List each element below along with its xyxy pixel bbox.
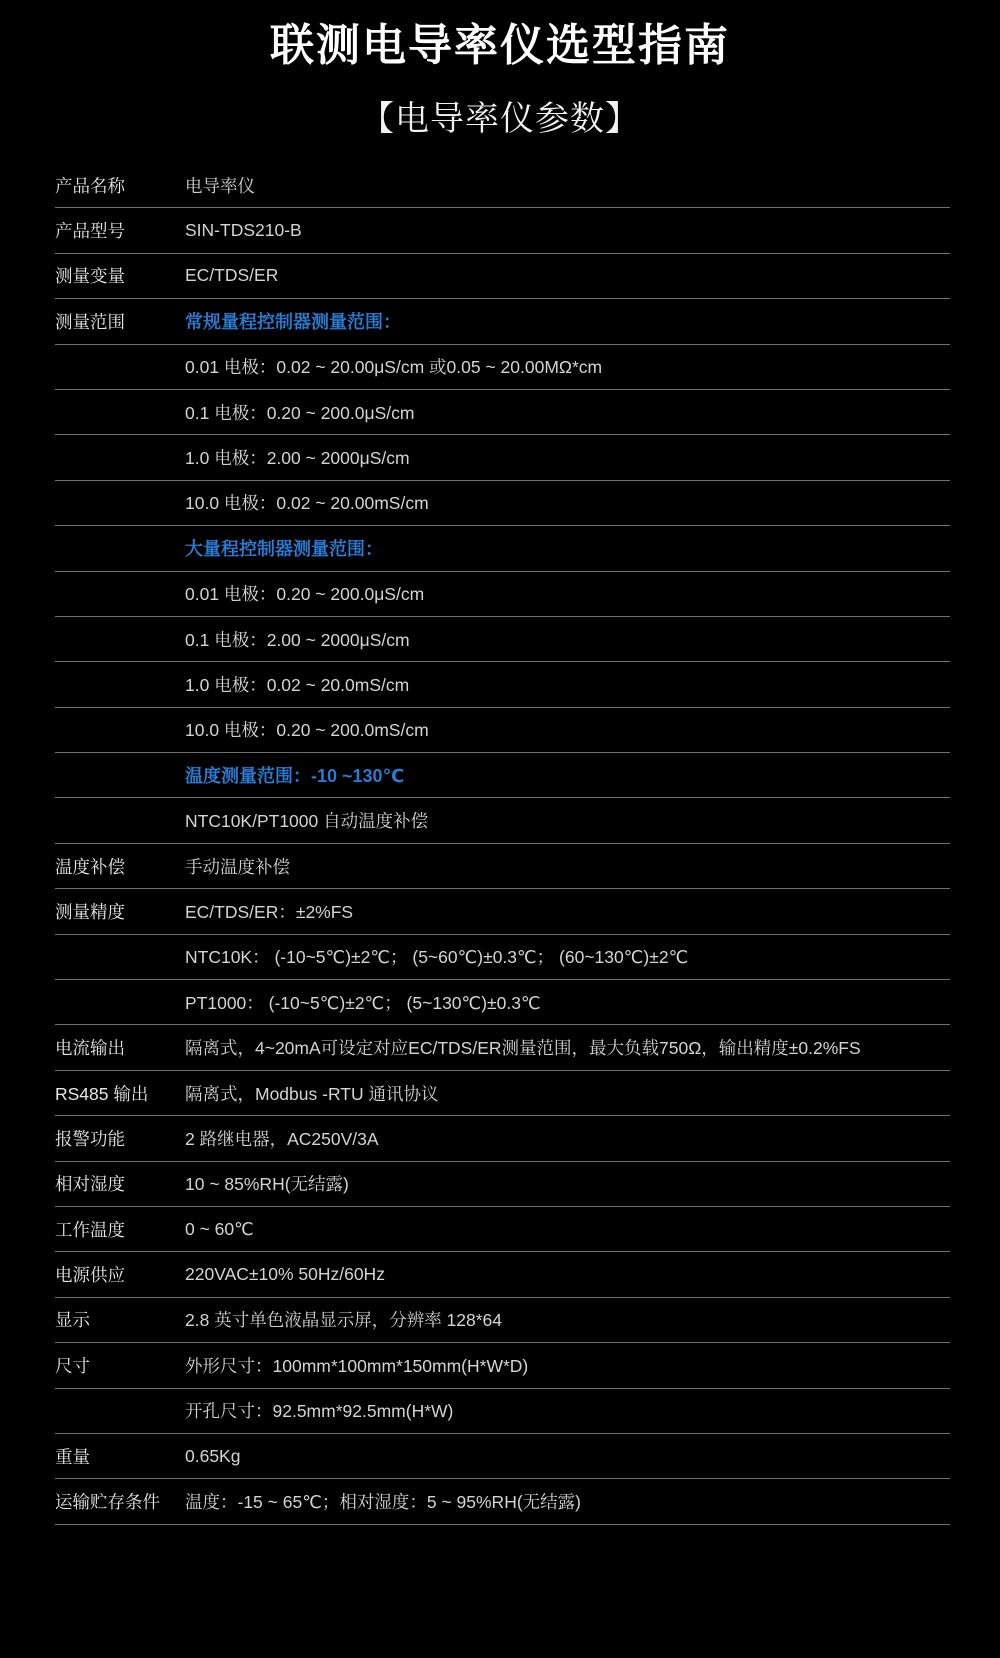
table-row xyxy=(55,1389,950,1434)
table-row xyxy=(55,980,950,1025)
row-value: 电导率仪 xyxy=(185,175,255,196)
table-row xyxy=(55,208,950,253)
page-subtitle: 【电导率仪参数】 xyxy=(360,100,640,138)
row-label: 运输贮存条件 xyxy=(55,1492,160,1513)
row-value: SIN-TDS210-B xyxy=(185,220,302,241)
table-row xyxy=(55,1434,950,1479)
row-label: 重量 xyxy=(55,1446,90,1467)
row-value: 10.0 电极：0.20 ~ 200.0mS/cm xyxy=(185,720,429,741)
row-value: 手动温度补偿 xyxy=(185,856,290,877)
row-value: EC/TDS/ER：±2%FS xyxy=(185,901,354,922)
row-value: 0.01 电极：0.02 ~ 20.00μS/cm 或0.05 ~ 20.00MΩ*cm xyxy=(185,357,603,378)
row-value: PT1000： (-10~5℃)±2℃； (5~130℃)±0.3℃ xyxy=(185,992,541,1013)
row-label: 显示 xyxy=(55,1310,90,1331)
row-label: 产品型号 xyxy=(55,221,125,242)
page-title: 联测电导率仪选型指南 xyxy=(270,21,730,70)
table-row xyxy=(55,390,950,435)
row-value: 1.0 电极：0.02 ~ 20.0mS/cm xyxy=(185,674,410,695)
row-value: 隔离式，Modbus -RTU 通讯协议 xyxy=(185,1083,439,1104)
table-row xyxy=(55,254,950,299)
table-row xyxy=(55,435,950,480)
spec-table xyxy=(55,163,950,1525)
row-value: EC/TDS/ER xyxy=(185,265,279,286)
row-label: 电流输出 xyxy=(55,1038,125,1059)
row-value: 隔离式，4~20mA可设定对应EC/TDS/ER测量范围，最大负载750Ω，输出精度±0.2%FS xyxy=(185,1038,861,1059)
table-row xyxy=(55,163,950,208)
table-row xyxy=(55,662,950,707)
table-row xyxy=(55,572,950,617)
row-value: 10.0 电极：0.02 ~ 20.00mS/cm xyxy=(185,493,429,514)
table-row xyxy=(55,345,950,390)
table-row xyxy=(55,299,950,344)
table-row xyxy=(55,1298,950,1343)
table-row xyxy=(55,935,950,980)
row-value: 0 ~ 60℃ xyxy=(185,1218,254,1239)
page-header xyxy=(0,0,1000,138)
table-row xyxy=(55,617,950,662)
row-value: 0.01 电极：0.20 ~ 200.0μS/cm xyxy=(185,584,425,605)
row-value: 温度测量范围：-10 ~130℃ xyxy=(185,766,405,787)
row-value: NTC10K： (-10~5℃)±2℃； (5~60℃)±0.3℃； (60~130℃)±2℃ xyxy=(185,947,689,968)
row-label: 电源供应 xyxy=(55,1265,125,1286)
table-row xyxy=(55,481,950,526)
row-value: 220VAC±10% 50Hz/60Hz xyxy=(185,1264,385,1285)
table-row xyxy=(55,1207,950,1252)
row-label: 产品名称 xyxy=(55,175,125,196)
row-label: 尺寸 xyxy=(55,1355,90,1376)
row-value: 0.65Kg xyxy=(185,1445,241,1466)
row-value: 0.1 电极：2.00 ~ 2000μS/cm xyxy=(185,629,410,650)
table-row xyxy=(55,1479,950,1524)
row-value: 开孔尺寸：92.5mm*92.5mm(H*W) xyxy=(185,1401,454,1422)
table-row xyxy=(55,1071,950,1116)
row-value: 外形尺寸：100mm*100mm*150mm(H*W*D) xyxy=(185,1355,529,1376)
table-row xyxy=(55,889,950,934)
row-value: 2.8 英寸单色液晶显示屏，分辨率 128*64 xyxy=(185,1310,503,1331)
row-label: RS485 输出 xyxy=(55,1083,149,1104)
row-value: 温度：-15 ~ 65℃；相对湿度：5 ~ 95%RH(无结露) xyxy=(185,1492,581,1513)
row-label: 温度补偿 xyxy=(55,856,125,877)
table-row xyxy=(55,708,950,753)
table-row xyxy=(55,798,950,843)
row-value: 2 路继电器，AC250V/3A xyxy=(185,1128,379,1149)
row-label: 报警功能 xyxy=(55,1128,125,1149)
row-value: 10 ~ 85%RH(无结露) xyxy=(185,1174,349,1195)
row-label: 测量变量 xyxy=(55,266,125,287)
row-label: 工作温度 xyxy=(55,1219,125,1240)
table-row xyxy=(55,1162,950,1207)
table-row xyxy=(55,1025,950,1070)
row-value: NTC10K/PT1000 自动温度补偿 xyxy=(185,811,429,832)
row-value: 大量程控制器测量范围： xyxy=(185,539,383,560)
table-row xyxy=(55,844,950,889)
row-label: 测量精度 xyxy=(55,901,125,922)
table-row xyxy=(55,1252,950,1297)
row-value: 1.0 电极：2.00 ~ 2000μS/cm xyxy=(185,448,410,469)
row-label: 相对湿度 xyxy=(55,1174,125,1195)
table-row xyxy=(55,1343,950,1388)
table-row xyxy=(55,526,950,571)
row-label: 测量范围 xyxy=(55,311,125,332)
row-value: 常规量程控制器测量范围： xyxy=(185,312,401,333)
row-value: 0.1 电极：0.20 ~ 200.0μS/cm xyxy=(185,402,415,423)
table-row xyxy=(55,1116,950,1161)
table-row xyxy=(55,753,950,798)
